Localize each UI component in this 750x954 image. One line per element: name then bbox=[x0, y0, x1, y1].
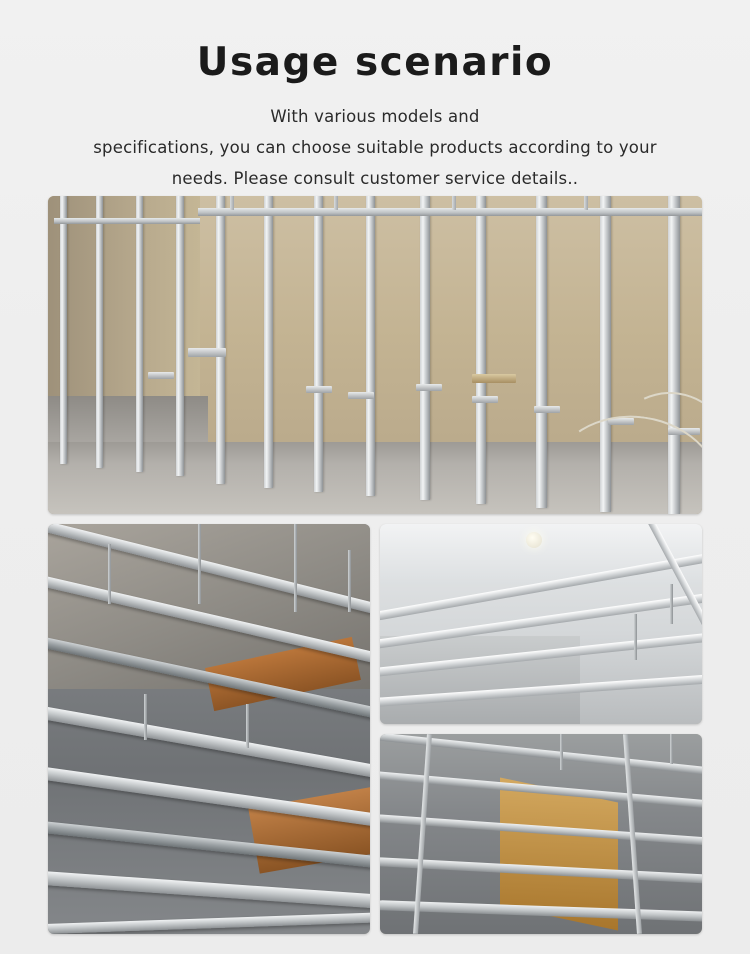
ceiling-grid-photo bbox=[48, 524, 370, 934]
hanger-rod bbox=[108, 544, 111, 604]
stud bbox=[366, 196, 375, 496]
description-line-1: With various models and bbox=[270, 107, 480, 126]
bracket-clip bbox=[416, 384, 442, 391]
hanger-rod bbox=[144, 694, 147, 740]
bracket-clip bbox=[472, 396, 498, 403]
gallery-bottom-row bbox=[48, 524, 702, 934]
description-line-3: needs. Please consult customer service details.. bbox=[171, 169, 579, 188]
ceiling-grid-scene bbox=[48, 524, 370, 934]
hanger-rod bbox=[634, 614, 637, 660]
page-title: Usage scenario bbox=[196, 40, 554, 85]
stud bbox=[314, 196, 323, 492]
hanger-rod bbox=[670, 584, 673, 624]
top-track-left bbox=[54, 218, 200, 224]
gallery-right-column bbox=[380, 524, 702, 934]
ceiling-wood-photo bbox=[380, 734, 702, 934]
stud bbox=[476, 196, 486, 504]
description-line-2: specifications, you can choose suitable products according to your bbox=[93, 138, 657, 157]
hanger-rod bbox=[294, 524, 297, 612]
white-ceiling-photo bbox=[380, 524, 702, 724]
white-ceiling-scene bbox=[380, 524, 702, 724]
bracket-clip bbox=[472, 374, 516, 383]
stud bbox=[264, 196, 273, 488]
hanger-rod bbox=[560, 734, 563, 770]
hanger-rod bbox=[334, 196, 338, 210]
bracket-clip bbox=[188, 348, 226, 357]
hanger-rod bbox=[452, 196, 456, 210]
stud bbox=[96, 196, 103, 468]
bracket-clip bbox=[148, 372, 174, 379]
cross-tee bbox=[48, 912, 370, 934]
bracket-clip bbox=[306, 386, 332, 393]
stud bbox=[420, 196, 430, 500]
stud bbox=[60, 196, 67, 464]
hanger-rod bbox=[246, 704, 249, 748]
light-bulb-icon bbox=[526, 532, 542, 548]
hanger-rod bbox=[198, 524, 201, 604]
bracket-clip bbox=[348, 392, 374, 399]
stud bbox=[136, 196, 143, 472]
hanger-rod bbox=[670, 734, 673, 764]
image-gallery bbox=[48, 196, 702, 934]
wall-framing-photo bbox=[48, 196, 702, 514]
stud bbox=[176, 196, 184, 476]
bracket-clip bbox=[534, 406, 560, 413]
hanger-rod bbox=[584, 196, 588, 210]
ceiling-wood-scene bbox=[380, 734, 702, 934]
wall-framing-scene bbox=[48, 196, 702, 514]
top-track bbox=[198, 208, 702, 216]
main-runner bbox=[48, 869, 370, 914]
page-description bbox=[45, 101, 705, 194]
hanger-rod bbox=[348, 550, 351, 612]
hanger-rod bbox=[230, 196, 234, 210]
stud bbox=[216, 196, 225, 484]
stud bbox=[536, 196, 547, 508]
